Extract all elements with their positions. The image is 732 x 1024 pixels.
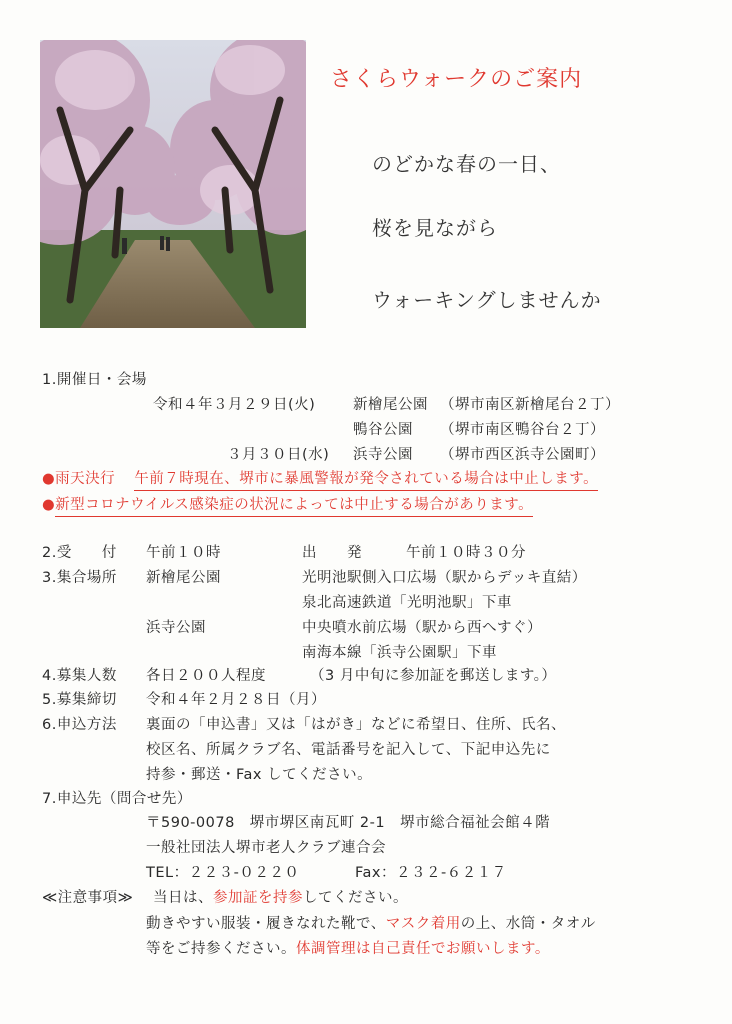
notes-text: 等をご持参ください。 bbox=[146, 941, 296, 957]
capacity-note: （3 月中旬に参加証を郵送します。） bbox=[310, 668, 557, 684]
address-1: （堺市南区新檜尾台２丁） bbox=[440, 397, 620, 413]
notes-text: 動きやすい服装・履きなれた靴で、 bbox=[146, 916, 386, 932]
notes-text: してください。 bbox=[303, 890, 408, 906]
apply-method-line-2: 校区名、所属クラブ名、電話番号を記入して、下記申込先に bbox=[146, 742, 551, 758]
capacity-label: 4.募集人数 bbox=[42, 668, 117, 684]
meeting-place-2-line1: 中央噴水前広場（駅から西へすぐ） bbox=[302, 620, 542, 636]
reception-time: 午前１０時 bbox=[146, 545, 221, 561]
notes-highlight: マスク着用 bbox=[385, 916, 461, 932]
apply-method-label: 6.申込方法 bbox=[42, 717, 117, 733]
notes-text: 当日は、 bbox=[153, 890, 213, 906]
bullet-icon: ● bbox=[42, 497, 56, 513]
date-1: 令和４年３月２９日(火) bbox=[153, 397, 316, 413]
meeting-place-2: 浜寺公園 bbox=[146, 620, 206, 636]
contact-tel: TEL：２２３-０２２０ bbox=[146, 865, 300, 881]
notes-text: の上、水筒・タオル bbox=[460, 916, 596, 932]
tagline-1: のどかな春の一日、 bbox=[372, 152, 561, 176]
section1-heading: 1.開催日・会場 bbox=[42, 372, 147, 388]
cherry-blossom-photo bbox=[40, 40, 306, 328]
notes-label: ≪注意事項≫ bbox=[42, 890, 134, 906]
notes-line-2 bbox=[146, 912, 596, 933]
venue-3: 浜寺公園 bbox=[353, 447, 413, 463]
address-2: （堺市南区鴨谷台２丁） bbox=[440, 422, 605, 438]
depart-label: 出 発 bbox=[302, 545, 362, 561]
notes-highlight: 参加証を持参 bbox=[213, 890, 303, 906]
rain-label: 雨天決行 bbox=[55, 471, 116, 487]
meeting-place-1: 新檜尾公園 bbox=[146, 570, 221, 586]
contact-address: 〒590-0078 堺市堺区南瓦町 2-1 堺市総合福祉会館４階 bbox=[146, 815, 551, 831]
contact-label: 7.申込先（問合せ先） bbox=[42, 791, 192, 807]
notice-rain bbox=[42, 467, 598, 488]
depart-time: 午前１０時３０分 bbox=[406, 545, 526, 561]
meeting-place-1-line1: 光明池駅側入口広場（駅からデッキ直結） bbox=[302, 570, 587, 586]
date-3: ３月３０日(水) bbox=[227, 447, 330, 463]
apply-method-line-1: 裏面の「申込書」又は「はがき」などに希望日、住所、氏名、 bbox=[146, 717, 566, 733]
bullet-icon: ● bbox=[42, 471, 56, 487]
deadline-label: 5.募集締切 bbox=[42, 692, 117, 708]
deadline-value: 令和４年２月２８日（月） bbox=[146, 692, 326, 708]
venue-1: 新檜尾公園 bbox=[353, 397, 428, 413]
venue-2: 鴨谷公園 bbox=[353, 422, 413, 438]
meeting-label: 3.集合場所 bbox=[42, 570, 117, 586]
reception-label: 2.受 付 bbox=[42, 545, 117, 561]
page-title: さくらウォークのご案内 bbox=[330, 67, 583, 92]
tagline-3: ウォーキングしませんか bbox=[372, 288, 602, 312]
notes-highlight: 体調管理は自己責任でお願いします。 bbox=[296, 941, 550, 957]
contact-org: 一般社団法人堺市老人クラブ連合会 bbox=[146, 840, 386, 856]
notes-line-3 bbox=[146, 937, 550, 958]
meeting-place-2-line2: 南海本線「浜寺公園駅」下車 bbox=[302, 645, 497, 661]
apply-method-line-3: 持参・郵送・Fax してください。 bbox=[146, 767, 373, 783]
address-3: （堺市西区浜寺公園町） bbox=[440, 447, 605, 463]
rain-notice-text: 午前７時現在、堺市に暴風警報が発令されている場合は中止します。 bbox=[134, 471, 598, 491]
notes-line-1 bbox=[153, 886, 408, 907]
covid-notice-text: 新型コロナウイルス感染症の状況によっては中止する場合があります。 bbox=[55, 497, 533, 517]
notice-covid bbox=[42, 493, 533, 514]
contact-fax: Fax：２３２-６２１７ bbox=[355, 865, 507, 881]
capacity-value: 各日２００人程度 bbox=[146, 668, 266, 684]
meeting-place-1-line2: 泉北高速鉄道「光明池駅」下車 bbox=[302, 595, 512, 611]
tagline-2: 桜を見ながら bbox=[372, 216, 498, 240]
